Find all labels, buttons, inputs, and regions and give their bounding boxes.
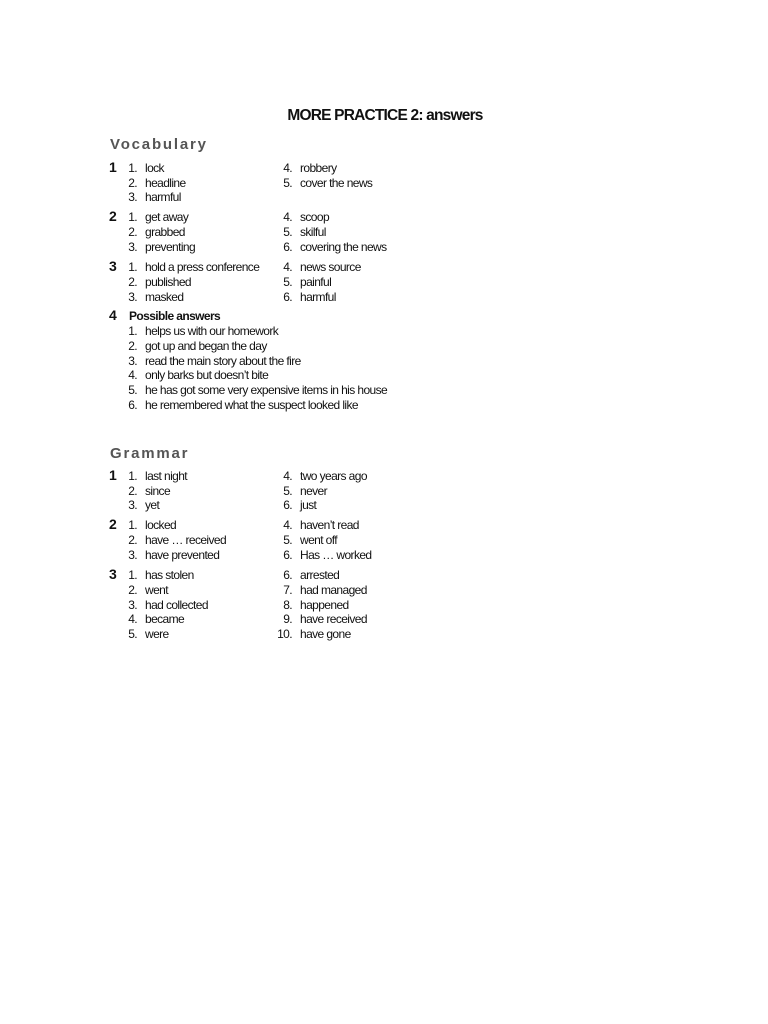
list-item: 6. Has … worked — [283, 548, 372, 562]
list-item: 4. only barks but doesn’t bite — [128, 368, 269, 382]
list-item: 9. have received — [283, 612, 367, 626]
list-item: 5. cover the news — [283, 176, 373, 190]
list-item: 1. hold a press conference — [128, 260, 260, 274]
vocab-exercise-3-number: 3 — [109, 258, 117, 274]
list-item: 4. became — [128, 612, 185, 626]
list-item: 4. robbery — [283, 161, 337, 175]
list-item: 3. had collected — [128, 598, 208, 612]
list-item: 4. scoop — [283, 210, 330, 224]
list-item: 3. harmful — [128, 190, 181, 204]
vocabulary-heading: Vocabulary — [110, 136, 208, 153]
vocab-exercise-2-number: 2 — [109, 208, 117, 224]
list-item: 1. get away — [128, 210, 189, 224]
list-item: 5. painful — [283, 275, 332, 289]
list-item: 6. just — [283, 498, 317, 512]
list-item: 4. haven’t read — [283, 518, 359, 532]
list-item: 2. published — [128, 275, 191, 289]
list-item: 4. news source — [283, 260, 361, 274]
list-item: 6. arrested — [283, 568, 340, 582]
grammar-exercise-2-number: 2 — [109, 516, 117, 532]
list-item: 3. preventing — [128, 240, 196, 254]
list-item: 1. helps us with our homework — [128, 324, 279, 338]
list-item: 2. got up and began the day — [128, 339, 267, 353]
possible-answers-label: Possible answers — [129, 309, 221, 323]
grammar-exercise-1-number: 1 — [109, 467, 117, 483]
list-item: 1. last night — [128, 469, 188, 483]
list-item: 3. read the main story about the fire — [128, 354, 301, 368]
list-item: 3. have prevented — [128, 548, 220, 562]
list-item: 4. two years ago — [283, 469, 367, 483]
list-item: 2. grabbed — [128, 225, 185, 239]
list-item: 5. skilful — [283, 225, 326, 239]
list-item: 5. went off — [283, 533, 338, 547]
grammar-exercise-3-number: 3 — [109, 566, 117, 582]
list-item: 3. yet — [128, 498, 160, 512]
list-item: 7. had managed — [283, 583, 367, 597]
list-item: 6. he remembered what the suspect looked like — [128, 398, 358, 412]
list-item: 1. has stolen — [128, 568, 194, 582]
list-item: 8. happened — [283, 598, 349, 612]
list-item: 2. headline — [128, 176, 186, 190]
page-title: MORE PRACTICE 2: answers — [287, 107, 483, 124]
list-item: 10. have gone — [277, 627, 351, 641]
list-item: 1. lock — [128, 161, 164, 175]
vocab-exercise-4-number: 4 — [109, 307, 117, 323]
list-item: 1. locked — [128, 518, 177, 532]
vocab-exercise-1-number: 1 — [109, 159, 117, 175]
list-item: 2. went — [128, 583, 168, 597]
list-item: 5. he has got some very expensive items in his house — [128, 383, 388, 397]
list-item: 2. since — [128, 484, 171, 498]
list-item: 3. masked — [128, 290, 184, 304]
grammar-heading: Grammar — [110, 445, 190, 462]
list-item: 6. harmful — [283, 290, 336, 304]
list-item: 2. have … received — [128, 533, 227, 547]
list-item: 5. never — [283, 484, 328, 498]
list-item: 6. covering the news — [283, 240, 387, 254]
list-item: 5. were — [128, 627, 169, 641]
